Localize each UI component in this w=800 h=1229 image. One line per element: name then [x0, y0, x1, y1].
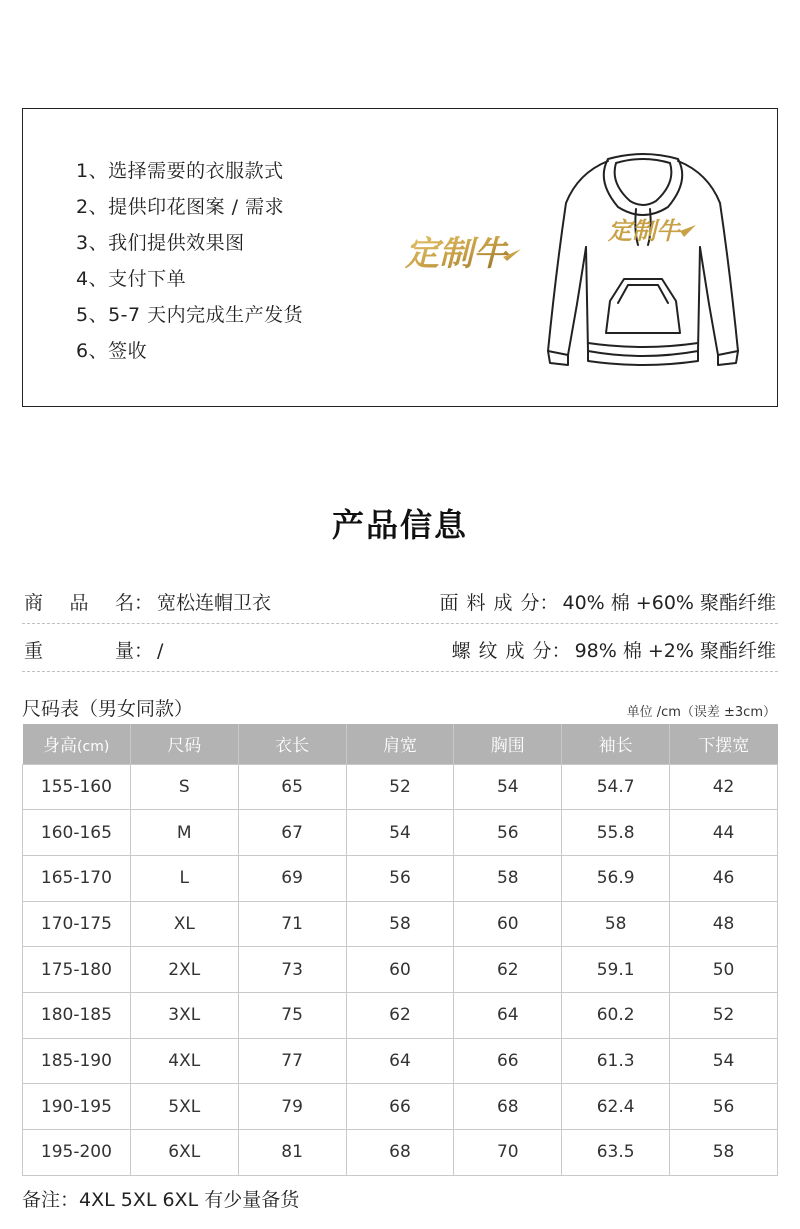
weight-value: / [157, 640, 164, 662]
table-cell: 54 [346, 810, 454, 856]
table-cell: 42 [670, 764, 778, 810]
table-row [23, 810, 778, 856]
weight-label: 重量 [24, 640, 134, 662]
column-header-hem: 下摆宽 [670, 724, 778, 764]
product-name-field: 商品名： 宽松连帽卫衣 [24, 588, 271, 615]
table-cell: 56 [670, 1084, 778, 1130]
table-cell: 75 [238, 992, 346, 1038]
table-cell: 60 [454, 901, 562, 947]
table-cell: 70 [454, 1130, 562, 1176]
order-process-box [22, 108, 778, 407]
table-cell: 69 [238, 855, 346, 901]
brand-logo-icon [403, 227, 523, 277]
table-cell: 62 [346, 992, 454, 1038]
column-header-sleeve: 袖长 [562, 724, 670, 764]
table-cell: 58 [346, 901, 454, 947]
table-cell: 64 [346, 1038, 454, 1084]
table-cell: 5XL [130, 1084, 238, 1130]
table-row [23, 947, 778, 993]
table-cell: 195-200 [23, 1130, 131, 1176]
column-header-size: 尺码 [130, 724, 238, 764]
table-cell: 68 [346, 1130, 454, 1176]
table-cell: 160-165 [23, 810, 131, 856]
table-cell: 4XL [130, 1038, 238, 1084]
table-cell: 60 [346, 947, 454, 993]
table-cell: 54 [670, 1038, 778, 1084]
table-cell: XL [130, 901, 238, 947]
product-name-value: 宽松连帽卫衣 [157, 592, 272, 614]
table-cell: M [130, 810, 238, 856]
table-cell: 73 [238, 947, 346, 993]
table-cell: 56 [346, 855, 454, 901]
column-header-shoulder: 肩宽 [346, 724, 454, 764]
order-step: 5、5-7 天内完成生产发货 [76, 304, 304, 326]
table-cell: 62.4 [562, 1084, 670, 1130]
table-cell: 56 [454, 810, 562, 856]
table-cell: 185-190 [23, 1038, 131, 1084]
table-row [23, 1038, 778, 1084]
table-cell: 58 [562, 901, 670, 947]
rib-composition-value: 98% 棉 +2% 聚酯纤维 [574, 640, 776, 662]
table-row [23, 992, 778, 1038]
table-cell: 155-160 [23, 764, 131, 810]
table-cell: 54.7 [562, 764, 670, 810]
order-steps-list [76, 153, 303, 369]
column-header-chest: 胸围 [454, 724, 562, 764]
stock-footnote: 备注：4XL 5XL 6XL 有少量备货 [22, 1189, 300, 1211]
table-cell: 71 [238, 901, 346, 947]
table-cell: 44 [670, 810, 778, 856]
rib-composition-field: 螺纹成分： 98% 棉 +2% 聚酯纤维 [452, 636, 776, 663]
fabric-composition-label: 面料成分 [439, 592, 540, 614]
size-chart-unit-note: 单位 /cm（误差 ±3cm） [626, 705, 776, 720]
brand-logo-text: 定制牛 [405, 234, 507, 274]
order-step: 4、支付下单 [76, 268, 187, 290]
table-cell: 66 [346, 1084, 454, 1130]
table-cell: 81 [238, 1130, 346, 1176]
table-cell: 190-195 [23, 1084, 131, 1130]
hoodie-illustration-icon [538, 151, 748, 371]
table-cell: 46 [670, 855, 778, 901]
product-info-title: 产品信息 [331, 506, 468, 544]
fabric-composition-value: 40% 棉 +60% 聚酯纤维 [562, 592, 776, 614]
table-cell: 60.2 [562, 992, 670, 1038]
table-cell: 58 [670, 1130, 778, 1176]
order-step: 6、签收 [76, 340, 148, 362]
table-cell: 65 [238, 764, 346, 810]
product-info-row [22, 624, 778, 672]
table-cell: 63.5 [562, 1130, 670, 1176]
table-cell: 79 [238, 1084, 346, 1130]
table-cell: 3XL [130, 992, 238, 1038]
column-header-length: 衣长 [238, 724, 346, 764]
size-table [22, 724, 778, 1176]
table-row [23, 1130, 778, 1176]
table-cell: 54 [454, 764, 562, 810]
weight-field: 重量： / [24, 636, 163, 663]
table-cell: 50 [670, 947, 778, 993]
table-cell: 6XL [130, 1130, 238, 1176]
table-cell: L [130, 855, 238, 901]
table-cell: 77 [238, 1038, 346, 1084]
size-table-header [23, 724, 778, 764]
order-step: 2、提供印花图案 / 需求 [76, 196, 285, 218]
product-info-row [22, 576, 778, 624]
table-cell: 175-180 [23, 947, 131, 993]
table-cell: 52 [346, 764, 454, 810]
table-cell: 66 [454, 1038, 562, 1084]
product-name-label: 商品名 [24, 592, 134, 614]
order-step: 3、我们提供效果图 [76, 232, 245, 254]
table-cell: 61.3 [562, 1038, 670, 1084]
table-cell: 64 [454, 992, 562, 1038]
table-cell: 59.1 [562, 947, 670, 993]
hoodie-print-text: 定制牛 [608, 216, 680, 245]
table-cell: 52 [670, 992, 778, 1038]
table-row [23, 901, 778, 947]
table-cell: S [130, 764, 238, 810]
table-cell: 62 [454, 947, 562, 993]
table-cell: 2XL [130, 947, 238, 993]
table-cell: 55.8 [562, 810, 670, 856]
table-cell: 58 [454, 855, 562, 901]
table-row [23, 764, 778, 810]
table-row [23, 855, 778, 901]
table-cell: 67 [238, 810, 346, 856]
table-cell: 68 [454, 1084, 562, 1130]
fabric-composition-field: 面料成分： 40% 棉 +60% 聚酯纤维 [439, 588, 776, 615]
column-header-height: 身高(cm) [23, 724, 131, 764]
height-unit: (cm) [77, 739, 110, 756]
table-cell: 170-175 [23, 901, 131, 947]
table-row [23, 1084, 778, 1130]
rib-composition-label: 螺纹成分 [451, 640, 552, 662]
table-cell: 48 [670, 901, 778, 947]
size-chart-title: 尺码表（男女同款） [22, 698, 194, 720]
table-cell: 56.9 [562, 855, 670, 901]
table-cell: 180-185 [23, 992, 131, 1038]
order-step: 1、选择需要的衣服款式 [76, 160, 284, 182]
table-cell: 165-170 [23, 855, 131, 901]
